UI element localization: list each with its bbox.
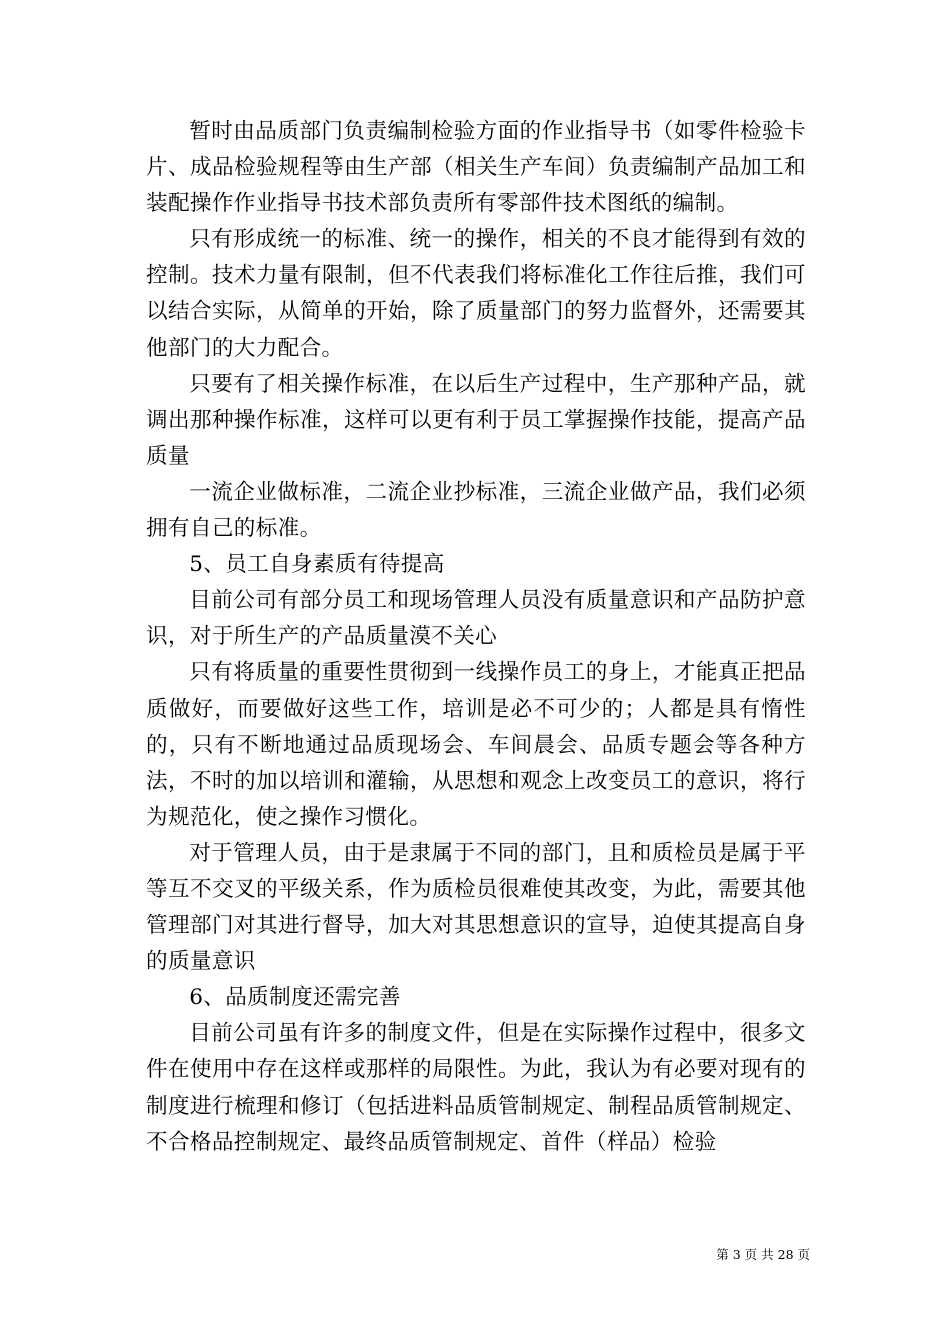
paragraph-first-class-enterprise: 一流企业做标准，二流企业抄标准，三流企业做产品，我们必须拥有自己的标准。 [146, 479, 806, 542]
paragraph-system-documents: 目前公司虽有许多的制度文件，但是在实际操作过程中，很多文件在使用中存在这样或那样的局限性。为此，我认为有必要对现有的制度进行梳理和修订（包括进料品质管制规定、制程品质管制规定、不合格品控制规定、最终品质管制规定、首件（样品）检验 [146, 1021, 806, 1155]
page-number-footer: 第 3 页 共 28 页 [716, 1247, 810, 1262]
paragraph-training: 只有将质量的重要性贯彻到一线操作员工的身上，才能真正把品质做好，而要做好这些工作，培训是必不可少的；人都是具有惰性的，只有不断地通过品质现场会、车间晨会、品质专题会等各种方法，不时的加以培训和灌输，从思想和观念上改变员工的意识，将行为规范化，使之操作习惯化。 [146, 660, 806, 830]
paragraph-quality-awareness: 目前公司有部分员工和现场管理人员没有质量意识和产品防护意识，对于所生产的产品质量漠不关心 [146, 588, 806, 650]
paragraph-work-instructions: 暂时由品质部门负责编制检验方面的作业指导书（如零件检验卡片、成品检验规程等由生产部（相关生产车间）负责编制产品加工和装配操作作业指导书技术部负责所有零部件技术图纸的编制。 [146, 119, 806, 217]
document-body [146, 114, 806, 1161]
paragraph-operation-standards: 只要有了相关操作标准，在以后生产过程中，生产那种产品，就调出那种操作标准，这样可以更有利于员工掌握操作技能，提高产品质量 [146, 371, 806, 469]
section-heading-employee-quality: 5、员工自身素质有待提高 [189, 552, 445, 578]
paragraph-unified-standards: 只有形成统一的标准、统一的操作，相关的不良才能得到有效的控制。技术力量有限制，但不代表我们将标准化工作往后推，我们可以结合实际，从简单的开始，除了质量部门的努力监督外，还需要其他部门的大力配合。 [146, 227, 806, 361]
paragraph-managers: 对于管理人员，由于是隶属于不同的部门，且和质检员是属于平等互不交叉的平级关系，作为质检员很难使其改变，为此，需要其他管理部门对其进行督导，加大对其思想意识的宣导，迫使其提高自身的质量意识 [146, 840, 806, 975]
section-heading-quality-system: 6、品质制度还需完善 [189, 985, 401, 1011]
